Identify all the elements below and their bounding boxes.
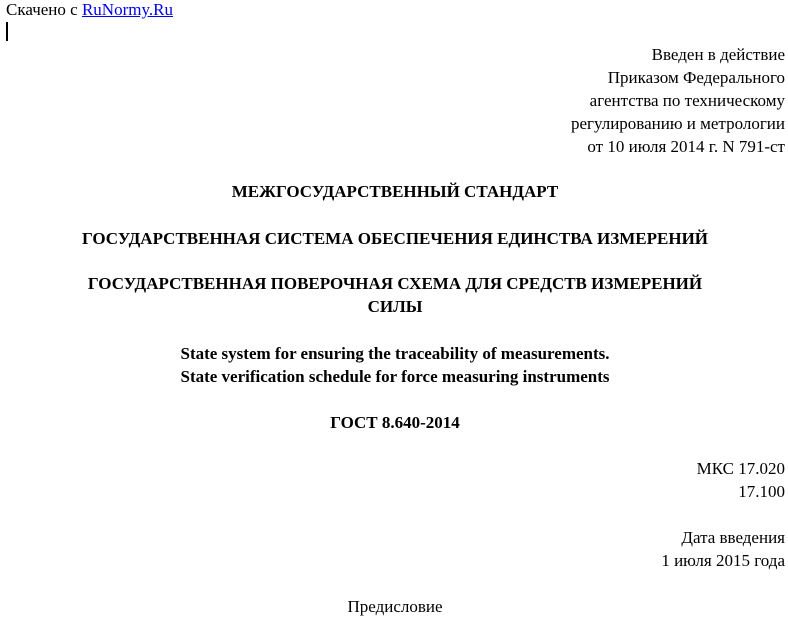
schema-heading-line-1: ГОСУДАРСТВЕННАЯ ПОВЕРОЧНАЯ СХЕМА ДЛЯ СРЕДСТВ ИЗМЕРЕНИЙ xyxy=(87,274,703,293)
downloaded-prefix: Скачено с xyxy=(6,0,82,19)
enactment-line-3: агентства по техническому xyxy=(589,91,785,110)
introduction-date-label: Дата введения xyxy=(681,528,785,547)
runormy-link[interactable]: RuNormy.Ru xyxy=(81,0,173,19)
introduction-date-value: 1 июля 2015 года xyxy=(661,551,785,570)
english-title-line-1: State system for ensuring the traceability of measurements. xyxy=(180,344,610,363)
enactment-line-4: регулированию и метрологии xyxy=(570,114,785,133)
preface-heading: Предисловие xyxy=(347,597,443,616)
enactment-line-2: Приказом Федерального xyxy=(607,68,785,87)
downloaded-from-line xyxy=(6,0,173,20)
schema-heading-line-2: СИЛЫ xyxy=(367,297,423,316)
mks-block xyxy=(697,457,785,503)
mks-line-1: МКС 17.020 xyxy=(696,459,785,478)
enactment-line-5: от 10 июля 2014 г. N 791-ст xyxy=(587,137,785,156)
introduction-date-block xyxy=(661,526,785,572)
text-cursor xyxy=(6,22,8,41)
enactment-line-1: Введен в действие xyxy=(651,45,785,64)
enactment-block xyxy=(571,43,785,158)
mks-line-2: 17.100 xyxy=(738,482,785,501)
english-title-line-2: State verification schedule for force measuring instruments xyxy=(180,367,610,386)
system-heading: ГОСУДАРСТВЕННАЯ СИСТЕМА ОБЕСПЕЧЕНИЯ ЕДИНСТВА ИЗМЕРЕНИЙ xyxy=(81,229,709,248)
gost-number: ГОСТ 8.640-2014 xyxy=(330,413,460,432)
interstate-standard-heading: МЕЖГОСУДАРСТВЕННЫЙ СТАНДАРТ xyxy=(231,182,559,201)
